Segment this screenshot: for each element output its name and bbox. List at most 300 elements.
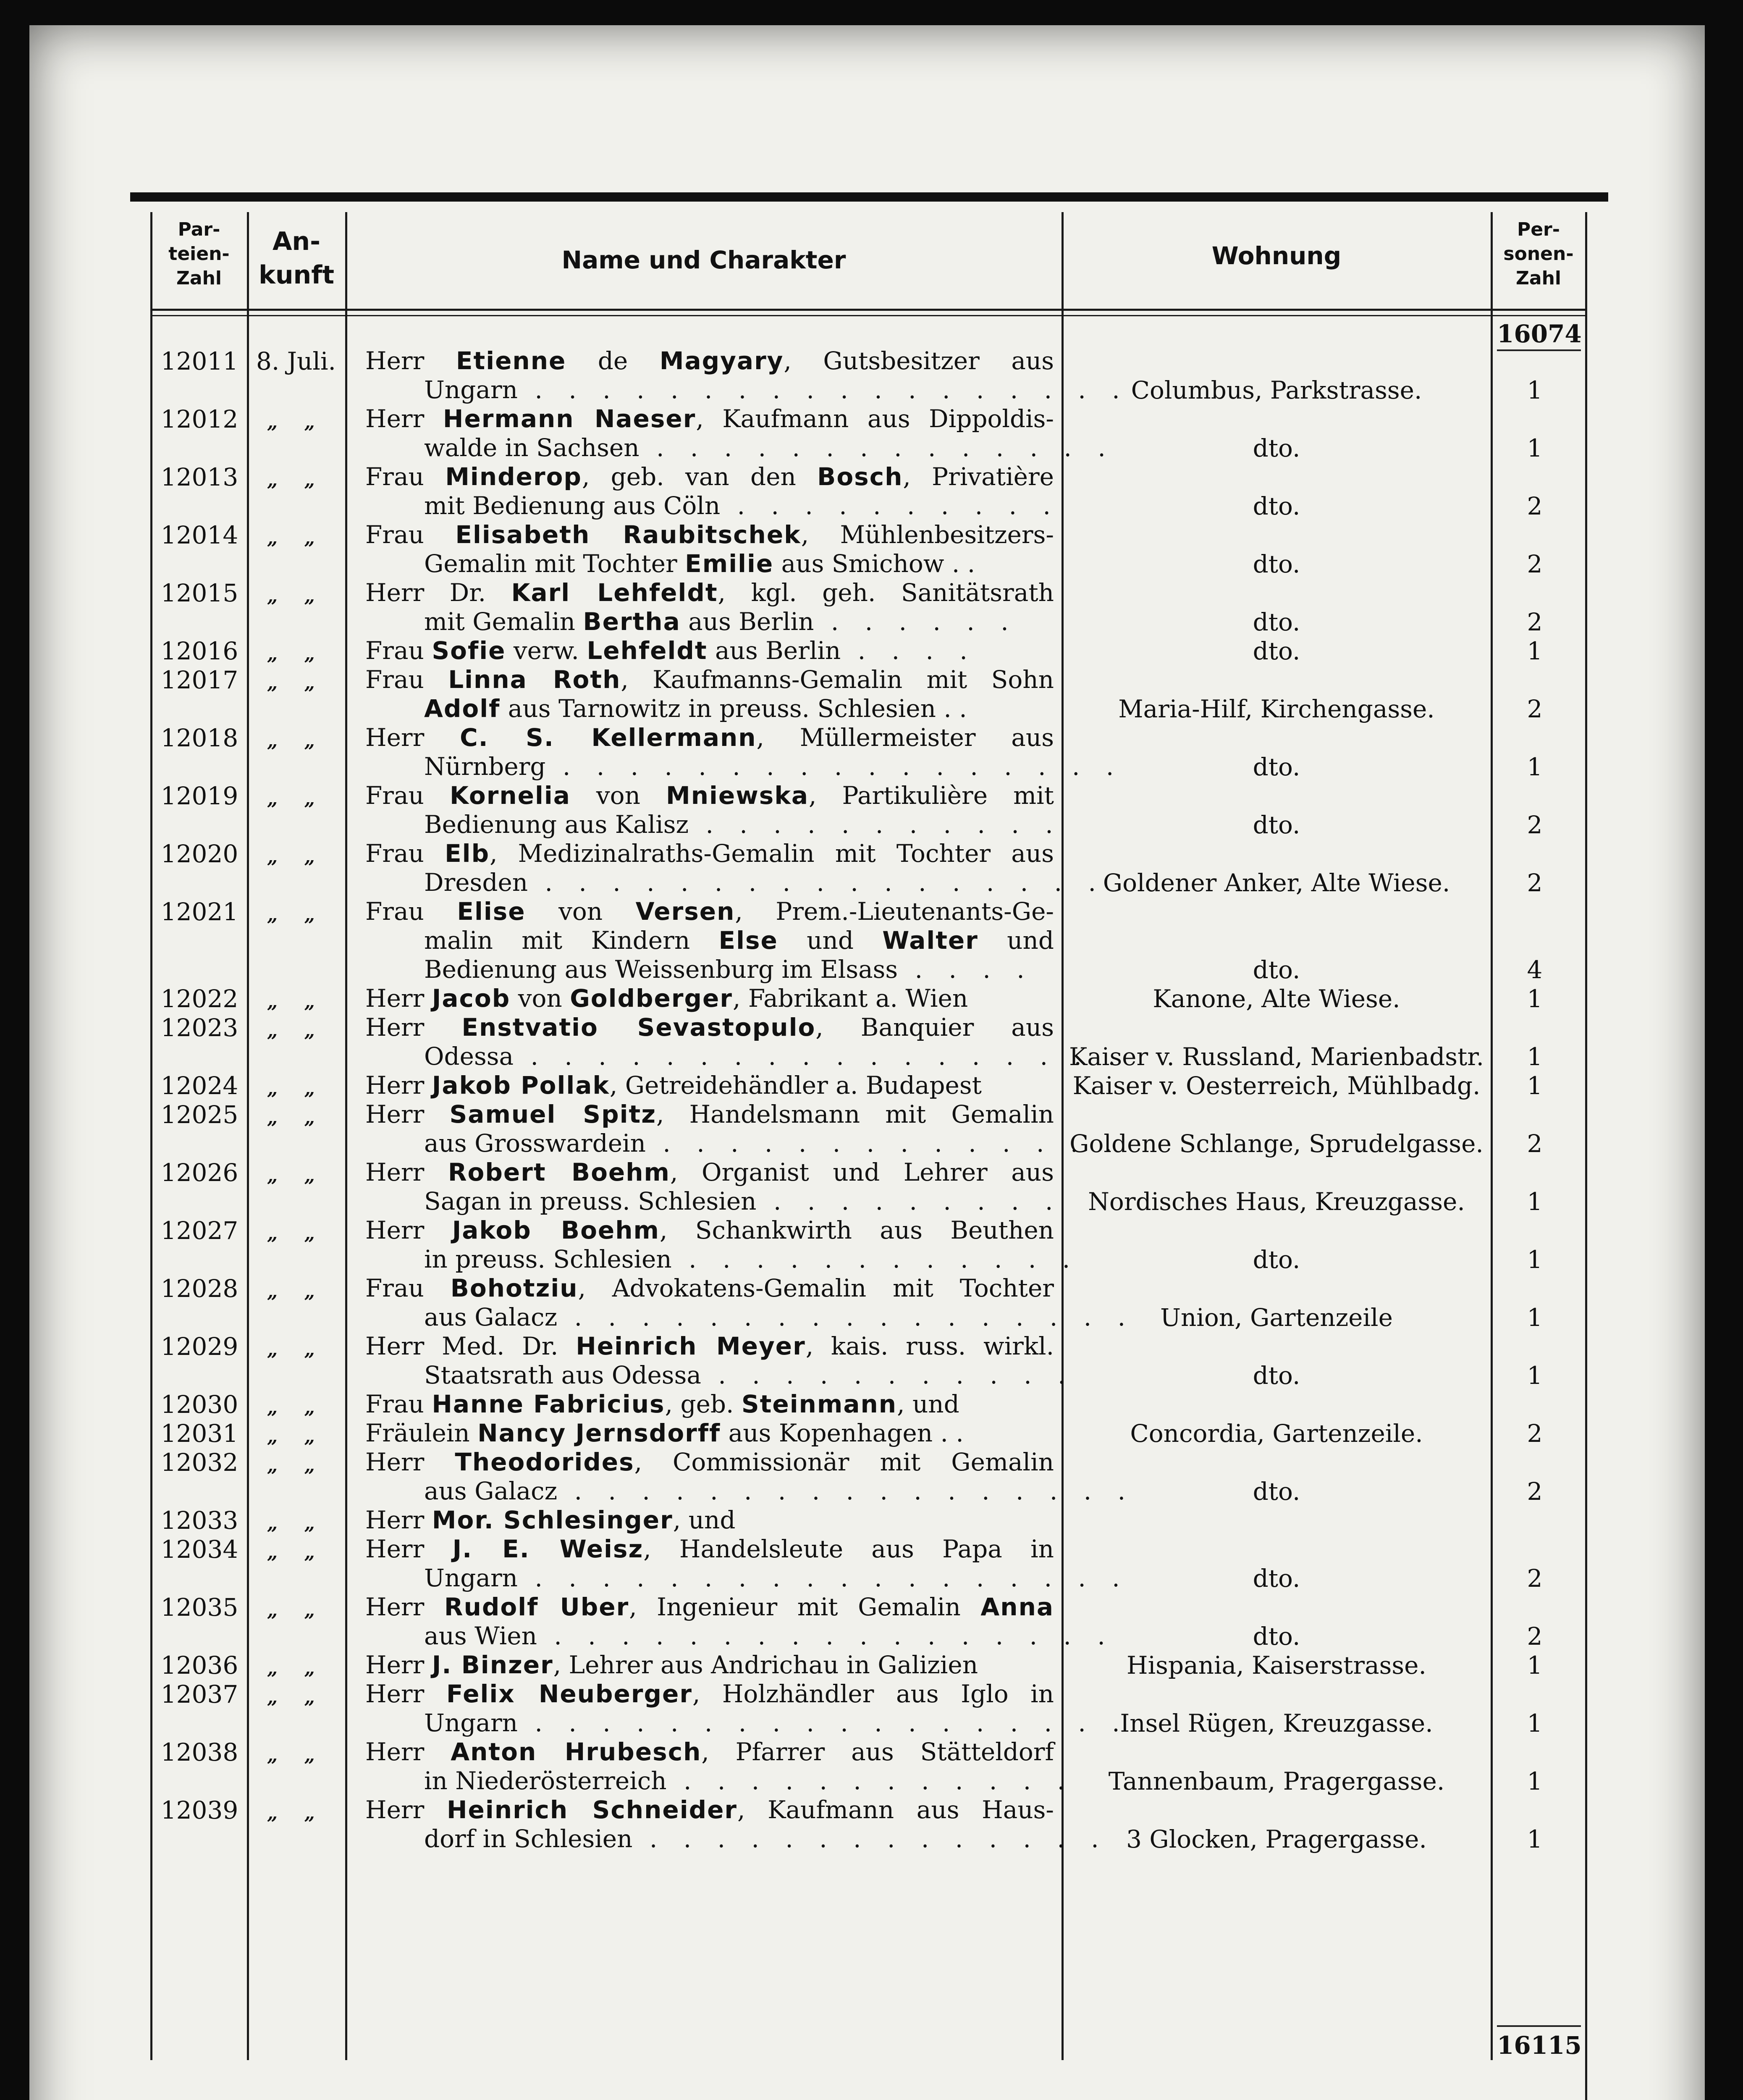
entry-wohnung: dto. xyxy=(1253,1564,1300,1593)
ditto-mark: „ „ xyxy=(267,1223,325,1244)
header-rule xyxy=(150,315,1587,316)
name-text: Frau xyxy=(365,665,448,694)
arrival-date: 8. Juli. xyxy=(256,347,336,375)
ditto-mark: „ „ xyxy=(267,1687,325,1708)
name-text: Herr xyxy=(365,1448,455,1476)
name-text: , Handelsleute aus Papa in xyxy=(643,1535,1054,1563)
name-line xyxy=(365,1506,1054,1535)
name-line xyxy=(365,694,1054,723)
entry-wohnung: dto. xyxy=(1253,753,1300,781)
name-text: Herr Dr. xyxy=(365,578,511,607)
entry-number: 12014 xyxy=(160,521,239,549)
person-name: Jacob xyxy=(432,984,511,1013)
name-text: Herr xyxy=(365,1506,432,1534)
name-text: Herr xyxy=(365,1535,453,1563)
name-text: , Müllermeister aus xyxy=(756,723,1054,752)
name-line xyxy=(365,1245,1080,1274)
entry-name xyxy=(365,1448,1135,1506)
entry-wohnung: Tannenbaum, Pragergasse. xyxy=(1108,1767,1445,1796)
column-rule xyxy=(1585,212,1587,2100)
entry-personen: 2 xyxy=(1527,492,1543,520)
entry-name xyxy=(365,1796,1108,1853)
name-text: , kais. russ. wirkl. xyxy=(805,1332,1054,1360)
entry-number: 12022 xyxy=(160,984,239,1013)
entry-name xyxy=(365,1390,1054,1419)
person-name: Enstvatio Sevastopulo xyxy=(461,1013,816,1042)
name-text: verw. xyxy=(506,636,587,665)
name-text: , Schankwirth aus Beuthen xyxy=(660,1216,1054,1244)
name-text: aus Smichow . . xyxy=(773,549,975,578)
entry-wohnung: dto. xyxy=(1253,1477,1300,1506)
person-name: Linna Roth xyxy=(448,665,621,694)
entry-personen: 1 xyxy=(1527,637,1543,665)
person-name: Rudolf Uber xyxy=(444,1593,629,1621)
total-rule xyxy=(1497,349,1581,351)
name-text: Ungarn xyxy=(424,1709,518,1737)
person-name: Etienne xyxy=(456,346,566,375)
entry-number: 12033 xyxy=(160,1506,239,1535)
person-name: Lehfeldt xyxy=(587,636,708,665)
name-line xyxy=(365,1361,1075,1390)
header-rule xyxy=(150,309,1587,311)
entry-personen: 1 xyxy=(1527,1187,1543,1216)
name-text: , Medizinalraths-Gemalin mit Tochter aus xyxy=(490,839,1054,868)
name-text: , Lehrer aus Andrichau in Galizien xyxy=(553,1651,978,1679)
name-text: Frau xyxy=(365,839,445,868)
entry-name xyxy=(365,578,1054,636)
entry-number: 12039 xyxy=(160,1796,239,1824)
name-text: aus Tarnowitz in preuss. Schlesien . . xyxy=(500,694,967,723)
entry-name xyxy=(365,1100,1122,1158)
entry-personen: 1 xyxy=(1527,376,1543,404)
entry-wohnung: dto. xyxy=(1253,1245,1300,1274)
entry-wohnung: dto. xyxy=(1253,1361,1300,1390)
person-name: Elisabeth Raubitschek xyxy=(455,520,801,549)
name-text: Herr Med. Dr. xyxy=(365,1332,576,1360)
entry-number: 12036 xyxy=(160,1651,239,1680)
name-text: Fräulein xyxy=(365,1419,478,1447)
entry-number: 12029 xyxy=(160,1332,239,1361)
entry-name xyxy=(365,1680,1129,1738)
leader-dots: . . . . . . . . . . . xyxy=(701,1361,1075,1389)
person-name: Else xyxy=(718,926,778,955)
person-name: Sofie xyxy=(432,636,506,665)
person-name: Robert Boehm xyxy=(448,1158,670,1186)
entry-personen: 1 xyxy=(1527,1303,1543,1332)
name-line xyxy=(365,346,1054,375)
name-line xyxy=(365,549,1054,578)
person-name: Versen xyxy=(635,897,735,926)
ditto-mark: „ „ xyxy=(267,528,325,549)
person-name: Jakob Boehm xyxy=(452,1216,660,1244)
entry-number: 12016 xyxy=(160,637,239,665)
name-text: Herr xyxy=(365,1738,451,1766)
name-text: Herr xyxy=(365,1680,446,1708)
name-text: Frau xyxy=(365,781,450,810)
entry-wohnung: dto. xyxy=(1253,637,1300,665)
entry-name xyxy=(365,1071,1054,1100)
name-text: von xyxy=(525,897,636,926)
name-text: Herr xyxy=(365,984,432,1013)
leader-dots: . . . . . . . . . . . . . . . . . . xyxy=(518,1564,1129,1592)
name-text: und xyxy=(978,926,1054,955)
entry-name xyxy=(365,462,1060,520)
person-name: Adolf xyxy=(424,694,501,723)
entry-personen: 1 xyxy=(1527,1042,1543,1071)
entry-number: 12024 xyxy=(160,1071,239,1100)
name-line xyxy=(365,1767,1075,1796)
person-name: Felix Neuberger xyxy=(446,1680,692,1708)
top-rule xyxy=(130,192,1608,202)
name-line xyxy=(365,1593,1054,1622)
entry-name xyxy=(365,1593,1114,1651)
entry-number: 12013 xyxy=(160,463,239,491)
name-text: de xyxy=(566,346,660,375)
leader-dots: . . . . xyxy=(841,636,977,665)
entry-number: 12034 xyxy=(160,1535,239,1564)
person-name: Jakob Pollak xyxy=(432,1071,610,1100)
name-text: von xyxy=(510,984,570,1013)
name-line xyxy=(365,1216,1054,1245)
entry-wohnung: Maria-Hilf, Kirchengasse. xyxy=(1118,695,1435,723)
entry-number: 12012 xyxy=(160,405,239,433)
entry-name xyxy=(365,1158,1062,1216)
name-line xyxy=(365,984,1054,1013)
ditto-mark: „ „ xyxy=(267,1107,325,1129)
leader-dots: . . . . . . . . . . . . . . . . . xyxy=(528,868,1105,897)
name-text: Herr xyxy=(365,1100,450,1129)
name-line xyxy=(365,433,1115,462)
entry-personen: 1 xyxy=(1527,1767,1543,1796)
entry-number: 12026 xyxy=(160,1158,239,1187)
person-name: Walter xyxy=(882,926,978,955)
name-line xyxy=(365,404,1054,433)
entry-personen: 1 xyxy=(1527,1071,1543,1100)
name-text: Dresden xyxy=(424,868,528,897)
name-text: mit Gemalin xyxy=(424,607,583,636)
entry-wohnung: Concordia, Gartenzeile. xyxy=(1130,1419,1423,1448)
name-line xyxy=(365,1100,1054,1129)
name-text: , Privatière xyxy=(903,462,1054,491)
entry-name xyxy=(365,1013,1125,1071)
entry-personen: 1 xyxy=(1527,753,1543,781)
entry-name xyxy=(365,665,1054,723)
name-line xyxy=(365,1071,1054,1100)
leader-dots: . . . . . . . . . . . xyxy=(689,810,1062,839)
person-name: Bosch xyxy=(817,462,903,491)
ditto-mark: „ „ xyxy=(267,730,325,752)
ditto-mark: „ „ xyxy=(267,1078,325,1100)
ditto-mark: „ „ xyxy=(267,1542,325,1563)
name-line xyxy=(365,1303,1135,1332)
entry-wohnung: dto. xyxy=(1253,811,1300,839)
person-name: Goldberger xyxy=(570,984,733,1013)
entry-wohnung: dto. xyxy=(1253,492,1300,520)
entry-name xyxy=(365,520,1054,578)
person-name: Mniewska xyxy=(666,781,809,810)
name-line xyxy=(365,1622,1114,1651)
entry-name xyxy=(365,1216,1080,1274)
entry-wohnung: Hispania, Kaiserstrasse. xyxy=(1127,1651,1426,1680)
entry-number: 12019 xyxy=(160,782,239,810)
name-text: Herr xyxy=(365,1796,447,1824)
entry-name xyxy=(365,1419,1054,1448)
name-text: Frau xyxy=(365,1274,451,1302)
entry-personen: 1 xyxy=(1527,1825,1543,1853)
person-name: Hermann Naeser xyxy=(443,404,696,433)
entry-number: 12028 xyxy=(160,1274,239,1303)
name-line xyxy=(365,491,1060,520)
ditto-mark: „ „ xyxy=(267,1600,325,1621)
name-text: in Niederösterreich xyxy=(424,1767,667,1795)
name-line xyxy=(365,607,1054,636)
name-line xyxy=(365,462,1054,491)
leader-dots: . . . . . . . . . . . . . . . . . . xyxy=(518,375,1129,404)
ditto-mark: „ „ xyxy=(267,412,325,433)
name-line xyxy=(365,665,1054,694)
name-line xyxy=(365,1796,1054,1824)
name-text: aus Berlin xyxy=(707,636,841,665)
ditto-mark: „ „ xyxy=(267,904,325,926)
entry-number: 12025 xyxy=(160,1100,239,1129)
leader-dots: . . . . . . . . . . . . . . . . . . xyxy=(514,1042,1125,1071)
name-text: Nürnberg xyxy=(424,752,546,781)
entry-personen: 1 xyxy=(1527,1361,1543,1390)
name-line xyxy=(365,1448,1054,1477)
name-text: , geb. van den xyxy=(582,462,818,491)
ditto-mark: „ „ xyxy=(267,1397,325,1418)
column-rule xyxy=(1491,212,1493,2060)
header-personen: Per- sonen- Zahl xyxy=(1503,219,1574,289)
name-line xyxy=(365,1332,1054,1361)
entry-personen: 2 xyxy=(1527,811,1543,839)
ditto-mark: „ „ xyxy=(267,788,325,810)
name-line xyxy=(365,781,1054,810)
entry-number: 12032 xyxy=(160,1448,239,1477)
name-text: Odessa xyxy=(424,1042,514,1071)
name-line xyxy=(365,1042,1125,1071)
header-name: Name und Charakter xyxy=(561,246,846,274)
ditto-mark: „ „ xyxy=(267,1745,325,1766)
name-line xyxy=(365,520,1054,549)
name-line xyxy=(365,1419,1054,1448)
entry-wohnung: Kanone, Alte Wiese. xyxy=(1153,984,1400,1013)
name-text: aus Wien xyxy=(424,1622,537,1650)
ditto-mark: „ „ xyxy=(267,585,325,607)
entry-wohnung: dto. xyxy=(1253,1622,1300,1651)
entry-wohnung: Kaiser v. Russland, Marienbadstr. xyxy=(1069,1042,1484,1071)
name-text: Staatsrath aus Odessa xyxy=(424,1361,701,1389)
person-name: Bohotziu xyxy=(450,1274,578,1302)
header-wohnung: Wohnung xyxy=(1211,242,1342,270)
person-name: Anna xyxy=(980,1593,1054,1621)
name-line xyxy=(365,1390,1054,1419)
name-line xyxy=(365,1824,1108,1853)
name-line xyxy=(365,1535,1054,1564)
entry-name xyxy=(365,1738,1075,1796)
column-rule xyxy=(345,212,347,2060)
name-text: , Kaufmann aus Haus- xyxy=(737,1796,1054,1824)
leader-dots: . . . . . . xyxy=(814,607,1018,636)
name-text: Ungarn xyxy=(424,1564,518,1592)
name-text: , geb. xyxy=(665,1390,742,1418)
person-name: Magyary xyxy=(659,346,784,375)
name-line xyxy=(365,897,1054,926)
name-text: Herr xyxy=(365,1013,462,1042)
entry-number: 12021 xyxy=(160,898,239,926)
name-line xyxy=(365,839,1054,868)
total-rule xyxy=(1497,2025,1581,2027)
entry-wohnung: dto. xyxy=(1253,956,1300,984)
entry-personen: 1 xyxy=(1527,434,1543,462)
name-line xyxy=(365,810,1062,839)
entry-wohnung: Columbus, Parkstrasse. xyxy=(1131,376,1422,404)
leader-dots: . . . . . . . . . . . . xyxy=(671,1245,1080,1273)
ditto-mark: „ „ xyxy=(267,470,325,491)
name-line xyxy=(365,1187,1062,1216)
name-text: Frau xyxy=(365,636,432,665)
name-line xyxy=(365,375,1129,404)
ditto-mark: „ „ xyxy=(267,1803,325,1824)
entry-wohnung: Insel Rügen, Kreuzgasse. xyxy=(1120,1709,1433,1738)
name-line xyxy=(365,1477,1135,1506)
name-text: , Advokatens-Gemalin mit Tochter xyxy=(578,1274,1054,1302)
entry-name xyxy=(365,1332,1075,1390)
name-text: , Mühlenbesitzers- xyxy=(801,520,1054,549)
ditto-mark: „ „ xyxy=(267,1426,325,1447)
name-text: , Holzhändler aus Iglo in xyxy=(692,1680,1054,1708)
leader-dots: . . . . . . . . . . . . . . xyxy=(632,1824,1108,1853)
name-line xyxy=(365,1158,1054,1187)
entry-name xyxy=(365,636,1054,665)
name-text: Bedienung aus Kalisz xyxy=(424,810,689,839)
name-line xyxy=(365,1013,1054,1042)
name-line xyxy=(365,636,1054,665)
person-name: J. E. Weisz xyxy=(452,1535,644,1563)
entry-number: 12031 xyxy=(160,1419,239,1448)
name-line xyxy=(365,1651,1054,1680)
person-name: J. Binzer xyxy=(432,1651,553,1679)
entry-personen: 2 xyxy=(1527,695,1543,723)
entry-wohnung: dto. xyxy=(1253,434,1300,462)
entry-wohnung: Kaiser v. Oesterreich, Mühlbadg. xyxy=(1072,1071,1481,1100)
name-text: und xyxy=(778,926,883,955)
entry-personen: 1 xyxy=(1527,1651,1543,1680)
name-text: Herr xyxy=(365,346,456,375)
entry-wohnung: Union, Gartenzeile xyxy=(1160,1303,1393,1332)
person-name: Anton Hrubesch xyxy=(451,1738,702,1766)
ditto-mark: „ „ xyxy=(267,672,325,694)
name-line xyxy=(365,578,1054,607)
entry-name xyxy=(365,1274,1135,1332)
person-name: Emilie xyxy=(685,549,774,578)
name-line xyxy=(365,868,1105,897)
name-text: von xyxy=(570,781,666,810)
entry-personen: 2 xyxy=(1527,608,1543,636)
person-name: Bertha xyxy=(583,607,681,636)
name-line xyxy=(365,723,1054,752)
entry-name xyxy=(365,1506,1054,1535)
entry-personen: 2 xyxy=(1527,550,1543,578)
ditto-mark: „ „ xyxy=(267,1165,325,1186)
name-text: Gemalin mit Tochter xyxy=(424,549,685,578)
person-name: Heinrich Meyer xyxy=(576,1332,806,1360)
name-line xyxy=(365,1129,1122,1158)
name-text: aus Galacz xyxy=(424,1477,558,1505)
name-text: Ungarn xyxy=(424,375,518,404)
entry-number: 12015 xyxy=(160,579,239,607)
entry-number: 12035 xyxy=(160,1593,239,1622)
entry-personen: 4 xyxy=(1527,956,1543,984)
entry-wohnung: Goldene Schlange, Sprudelgasse. xyxy=(1069,1129,1484,1158)
entry-number: 12018 xyxy=(160,724,239,752)
entry-number: 12011 xyxy=(160,347,239,375)
name-text: , Fabrikant a. Wien xyxy=(732,984,968,1013)
entry-personen: 1 xyxy=(1527,984,1543,1013)
entry-personen: 2 xyxy=(1527,869,1543,897)
name-text: , Getreidehändler a. Budapest xyxy=(609,1071,982,1100)
leader-dots: . . . . . . . . . . . . . . . . . xyxy=(537,1622,1114,1650)
entry-wohnung: 3 Glocken, Pragergasse. xyxy=(1126,1825,1427,1853)
entry-personen: 1 xyxy=(1527,1245,1543,1274)
ditto-mark: „ „ xyxy=(267,846,325,868)
person-name: Nancy Jernsdorff xyxy=(477,1419,721,1447)
person-name: Elb xyxy=(445,839,490,868)
name-text: Herr xyxy=(365,1158,448,1186)
name-text: Herr xyxy=(365,1593,444,1621)
entry-personen: 2 xyxy=(1527,1564,1543,1593)
person-name: Elise xyxy=(457,897,526,926)
leader-dots: . . . . . . . . . xyxy=(756,1187,1062,1215)
name-text: , Kaufmann aus Dippoldis- xyxy=(696,404,1054,433)
name-text: , und xyxy=(897,1390,959,1418)
name-line xyxy=(365,1564,1129,1593)
name-text: Frau xyxy=(365,897,457,926)
entry-number: 12037 xyxy=(160,1680,239,1709)
name-text: aus Kopenhagen . . xyxy=(721,1419,964,1447)
entry-personen: 1 xyxy=(1527,1709,1543,1738)
entry-name xyxy=(365,839,1105,897)
entry-wohnung: Nordisches Haus, Kreuzgasse. xyxy=(1088,1187,1465,1216)
name-text: Frau xyxy=(365,462,446,491)
leader-dots: . . . . . . . . . . . . . . . . . xyxy=(557,1477,1135,1505)
carry-total: 16074 xyxy=(1497,320,1582,348)
name-text: , Pfarrer aus Stätteldorf xyxy=(701,1738,1054,1766)
name-text: , Commissionär mit Gemalin xyxy=(634,1448,1054,1476)
person-name: Karl Lehfeldt xyxy=(511,578,718,607)
name-text: , Partikulière mit xyxy=(809,781,1054,810)
person-name: Mor. Schlesinger xyxy=(432,1506,673,1534)
name-text: malin mit Kindern xyxy=(424,926,719,955)
person-name: Minderop xyxy=(445,462,582,491)
entry-number: 12020 xyxy=(160,840,239,868)
person-name: Samuel Spitz xyxy=(449,1100,656,1129)
person-name: Steinmann xyxy=(741,1390,897,1418)
name-text: aus Berlin xyxy=(680,607,814,636)
name-text: aus Galacz xyxy=(424,1303,558,1331)
final-total: 16115 xyxy=(1497,2031,1582,2060)
name-line xyxy=(365,926,1054,955)
entry-number: 12027 xyxy=(160,1216,239,1245)
name-line xyxy=(365,1709,1129,1738)
person-name: Hanne Fabricius xyxy=(432,1390,665,1418)
entry-personen: 2 xyxy=(1527,1477,1543,1506)
entry-name xyxy=(365,404,1115,462)
entry-wohnung: dto. xyxy=(1253,550,1300,578)
entry-number: 12038 xyxy=(160,1738,239,1767)
entry-name xyxy=(365,781,1062,839)
name-text: , Banquier aus xyxy=(815,1013,1054,1042)
